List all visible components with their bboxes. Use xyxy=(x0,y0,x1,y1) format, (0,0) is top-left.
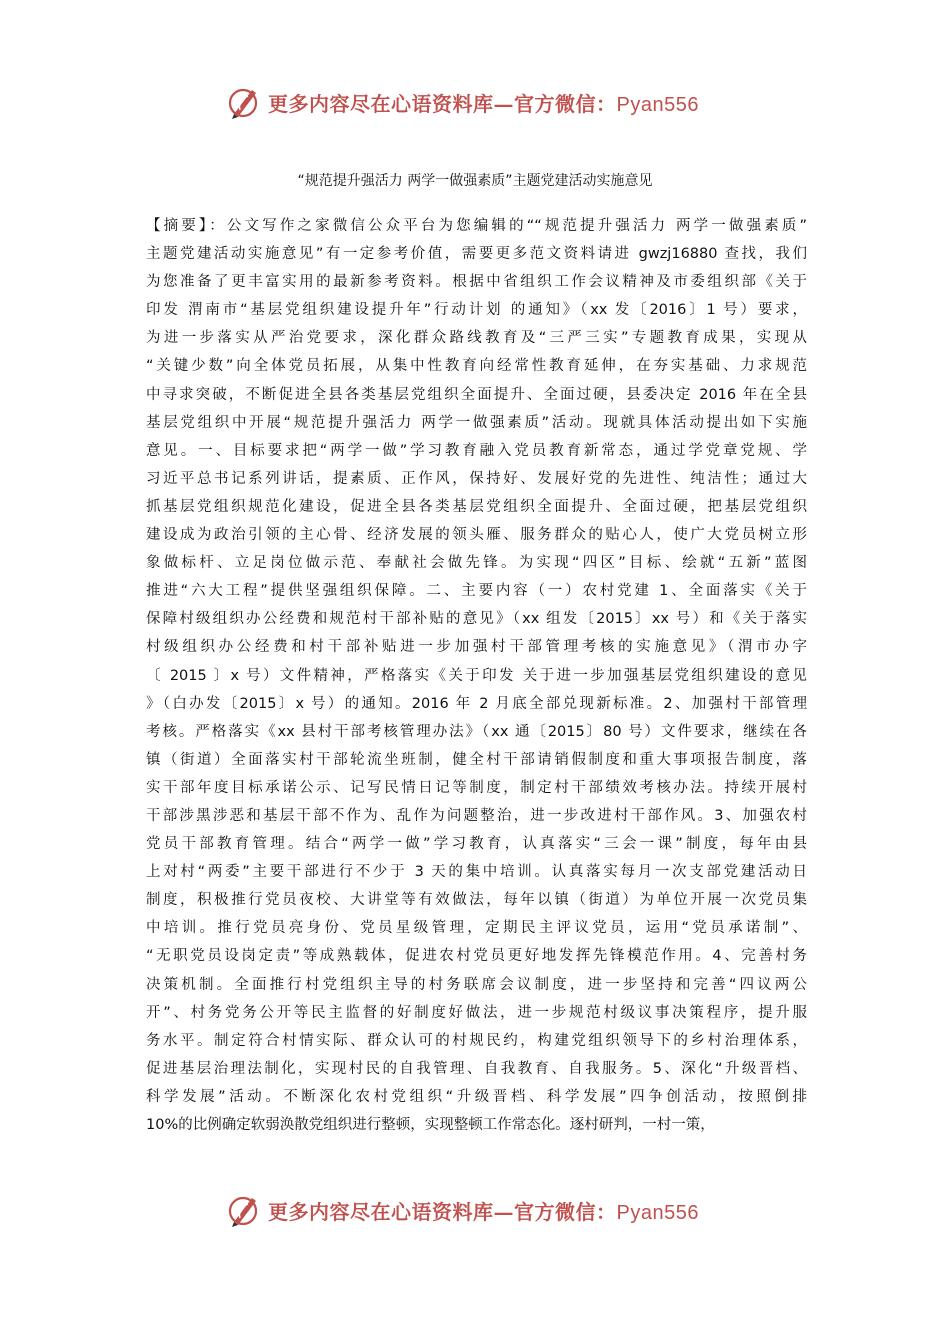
banner-wechat-id: Pyan556 xyxy=(616,1201,699,1224)
body-line: 10%的比例确定软弱涣散党组织进行整顿，实现整顿工作常态化。逐村研判，一村一策， xyxy=(146,1117,715,1133)
body-line: 科学发展”活动。不断深化农村党组织“升级晋档、科学发展”四争创活动，按照倒排 xyxy=(146,1088,807,1105)
body-line: 制度，积极推行党员夜校、大讲堂等有效做法，每年以镇（街道）为单位开展一次党员集 xyxy=(146,892,807,909)
footer-banner xyxy=(226,1190,699,1230)
body-line: 镇（街道）全面落实村干部轮流坐班制，健全村干部请销假制度和重大事项报告制度，落 xyxy=(146,751,807,768)
body-line: 习近平总书记系列讲话，提素质、正作风，保持好、发展好党的先进性、纯洁性；通过大 xyxy=(146,470,807,487)
body-line: “关键少数”向全体党员拓展，从集中性教育向经常性教育延伸，在夯实基础、力求规范 xyxy=(146,358,807,375)
body-line: 中寻求突破，不断促进全县各类基层党组织全面提升、全面过硬，县委决定 2016 年在全县 xyxy=(146,386,807,403)
body-line: 基层党组织中开展“规范提升强活力 两学一做强素质”活动。现就具体活动提出如下实施 xyxy=(146,414,807,431)
body-line: 印发 渭南市“基层党组织建设提升年”行动计划 的通知》（xx 发〔2016〕1 号）要求， xyxy=(146,302,807,319)
pen-logo-icon xyxy=(226,1192,262,1228)
banner-text xyxy=(268,1196,699,1225)
document-title: “规范提升强活力 两学一做强素质”主题党建活动实施意见 xyxy=(297,173,653,189)
body-line: 干部涉黑涉恶和基层干部不作为、乱作为问题整治，进一步改进村干部作风。3、加强农村 xyxy=(146,807,807,824)
body-line: 象做标杆、立足岗位做示范、奉献社会做先锋。为实现“四区”目标、绘就“五新”蓝图 xyxy=(146,555,807,572)
body-line: 》（白办发〔2015〕x 号）的通知。2016 年 2 月底全部兑现新标准。2、加强村干部管理 xyxy=(146,695,807,712)
body-line: 意见。一、目标要求把“两学一做”学习教育融入党员教育新常态，通过学党章党规、学 xyxy=(146,442,807,459)
body-line: 为进一步落实从严治党要求，深化群众路线教育及“三严三实”专题教育成果，实现从 xyxy=(146,330,807,347)
document-body xyxy=(146,212,807,1139)
body-line: 上对村“两委”主要干部进行不少于 3 天的集中培训。认真落实每月一次支部党建活动日 xyxy=(146,864,807,881)
body-line: 【摘要】：公文写作之家微信公众平台为您编辑的““规范提升强活力 两学一做强素质” xyxy=(146,218,807,234)
body-line: 〔 2015 〕x 号）文件精神，严格落实《关于印发 关于进一步加强基层党组织建设的意见 xyxy=(146,667,807,684)
body-line: 保障村级组织办公经费和规范村干部补贴的意见》（xx 组发〔2015〕xx 号）和《关于落实 xyxy=(146,611,807,628)
body-line: 推进“六大工程”提供坚强组织保障。二、主要内容（一）农村党建 1、全面落实《关于 xyxy=(146,583,807,600)
body-line: 为您准备了更丰富实用的最新参考资料。根据中省组织工作会议精神及市委组织部《关于 xyxy=(146,274,807,291)
pen-logo-icon xyxy=(226,84,262,120)
banner-slogan: 更多内容尽在心语资料库—官方微信： xyxy=(268,91,617,116)
banner-wechat-id: Pyan556 xyxy=(616,93,699,116)
body-line: 开”、村务党务公开等民主监督的好制度好做法，进一步规范村级议事决策程序，提升服 xyxy=(146,1004,807,1021)
body-line: 中培训。推行党员亮身份、党员星级管理，定期民主评议党员，运用“党员承诺制”、 xyxy=(146,920,807,937)
body-line: 党员干部教育管理。结合“两学一做”学习教育，认真落实“三会一课”制度，每年由县 xyxy=(146,836,807,853)
body-line: 考核。严格落实《xx 县村干部考核管理办法》（xx 通〔2015〕80 号）文件要求，继续在各 xyxy=(146,723,807,740)
body-line: “无职党员设岗定责”等成熟载体，促进农村党员更好地发挥先锋模范作用。4、完善村务 xyxy=(146,948,807,965)
body-line: 决策机制。全面推行村党组织主导的村务联席会议制度，进一步坚持和完善“四议两公 xyxy=(146,976,807,993)
body-line: 抓基层党组织规范化建设，促进全县各类基层党组织全面提升、全面过硬，把基层党组织 xyxy=(146,498,807,515)
body-line: 促进基层治理法制化，实现村民的自我管理、自我教育、自我服务。5、深化“升级晋档、 xyxy=(146,1060,807,1077)
header-banner xyxy=(226,82,699,122)
body-line: 主题党建活动实施意见”有一定参考价值，需要更多范文资料请进 gwzj16880 查找，我们 xyxy=(146,246,807,263)
banner-text xyxy=(268,88,699,117)
body-line: 实干部年度目标承诺公示、记写民情日记等制度，制定村干部绩效考核办法。持续开展村 xyxy=(146,779,807,796)
body-line: 村级组织办公经费和村干部补贴进一步加强村干部管理考核的实施意见》（渭市办字 xyxy=(146,639,807,656)
body-line: 建设成为政治引领的主心骨、经济发展的领头雁、服务群众的贴心人，使广大党员树立形 xyxy=(146,527,807,544)
body-line: 务水平。制定符合村情实际、群众认可的村规民约，构建党组织领导下的乡村治理体系， xyxy=(146,1032,807,1049)
banner-slogan: 更多内容尽在心语资料库—官方微信： xyxy=(268,1199,617,1224)
